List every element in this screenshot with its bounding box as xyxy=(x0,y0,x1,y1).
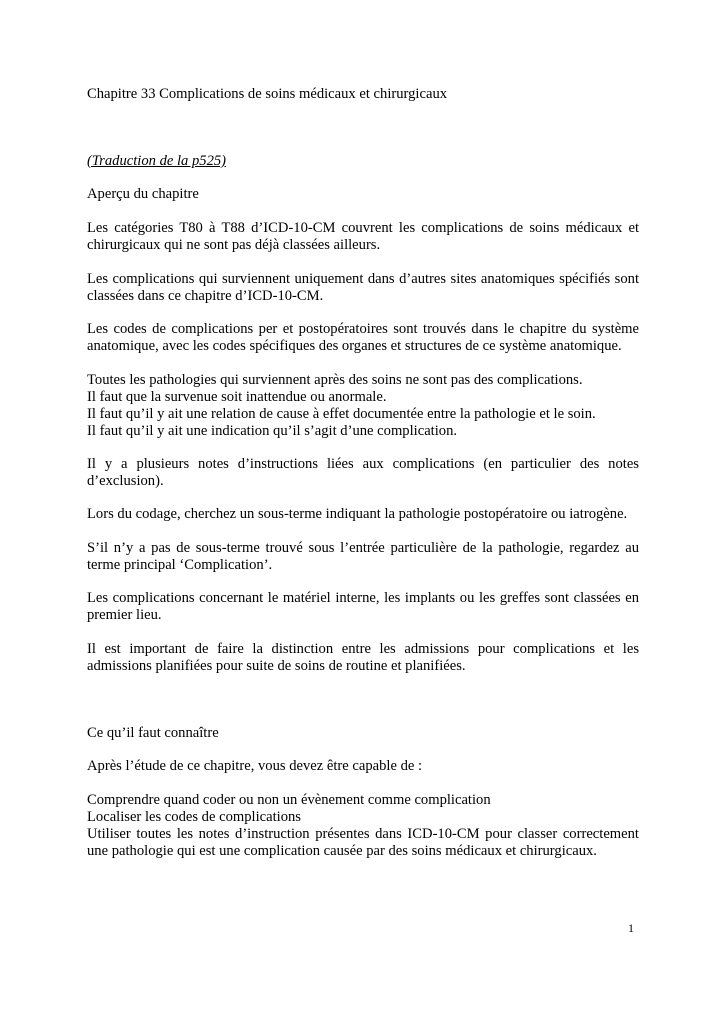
page-number: 1 xyxy=(628,921,634,935)
chapter-title: Chapitre 33 Complications de soins médicaux et chirurgicaux xyxy=(87,86,448,102)
after-study: Après l’étude de ce chapitre, vous devez être capable de : xyxy=(87,758,423,774)
paragraph-1: Les catégories T80 à T88 d’ICD-10-CM couvrent les complications de soins médicaux et chirurgicaux qui ne sont pas déjà classées ailleurs. xyxy=(87,220,639,253)
paragraph-7: S’il n’y a pas de sous-terme trouvé sous l’entrée particulière de la pathologie, regardez au terme principal ‘Complication’. xyxy=(87,540,639,573)
paragraph-4-line: Il faut que la survenue soit inattendue ou anormale. xyxy=(87,389,387,405)
paragraph-3: Les codes de complications per et postopératoires sont trouvés dans le chapitre du système anatomique, avec les codes spécifiques des organes et structures de ce système anatomique. xyxy=(87,321,639,354)
paragraph-4-line: Toutes les pathologies qui surviennent après des soins ne sont pas des complications. xyxy=(87,372,583,388)
paragraph-4-line: Il faut qu’il y ait une relation de cause à effet documentée entre la pathologie et le soin. xyxy=(87,406,596,422)
overview-heading: Aperçu du chapitre xyxy=(87,186,199,202)
objective-item: Utiliser toutes les notes d’instruction présentes dans ICD-10-CM pour classer correctement une pathologie qui est une complication causée par des soins médicaux et chirurgicaux. xyxy=(87,826,639,859)
paragraph-2: Les complications qui surviennent uniquement dans d’autres sites anatomiques spécifiés sont classées dans ce chapitre d’ICD-10-CM. xyxy=(87,271,639,304)
know-heading: Ce qu’il faut connaître xyxy=(87,725,219,741)
translation-note: (Traduction de la p525) xyxy=(87,153,227,169)
paragraph-8: Les complications concernant le matériel interne, les implants ou les greffes sont classées en premier lieu. xyxy=(87,590,639,623)
paragraph-5: Il y a plusieurs notes d’instructions liées aux complications (en particulier des notes d’exclusion). xyxy=(87,456,639,489)
objective-item: Localiser les codes de complications xyxy=(87,809,301,825)
paragraph-4 xyxy=(87,372,639,440)
paragraph-4-line: Il faut qu’il y ait une indication qu’il s’agit d’une complication. xyxy=(87,423,458,439)
paragraph-9: Il est important de faire la distinction entre les admissions pour complications et les admissions planifiées pour suite de soins de routine et planifiées. xyxy=(87,641,639,674)
objectives-list xyxy=(87,792,639,860)
objective-item: Comprendre quand coder ou non un évènement comme complication xyxy=(87,792,491,808)
paragraph-6: Lors du codage, cherchez un sous-terme indiquant la pathologie postopératoire ou iatrogène. xyxy=(87,506,628,522)
